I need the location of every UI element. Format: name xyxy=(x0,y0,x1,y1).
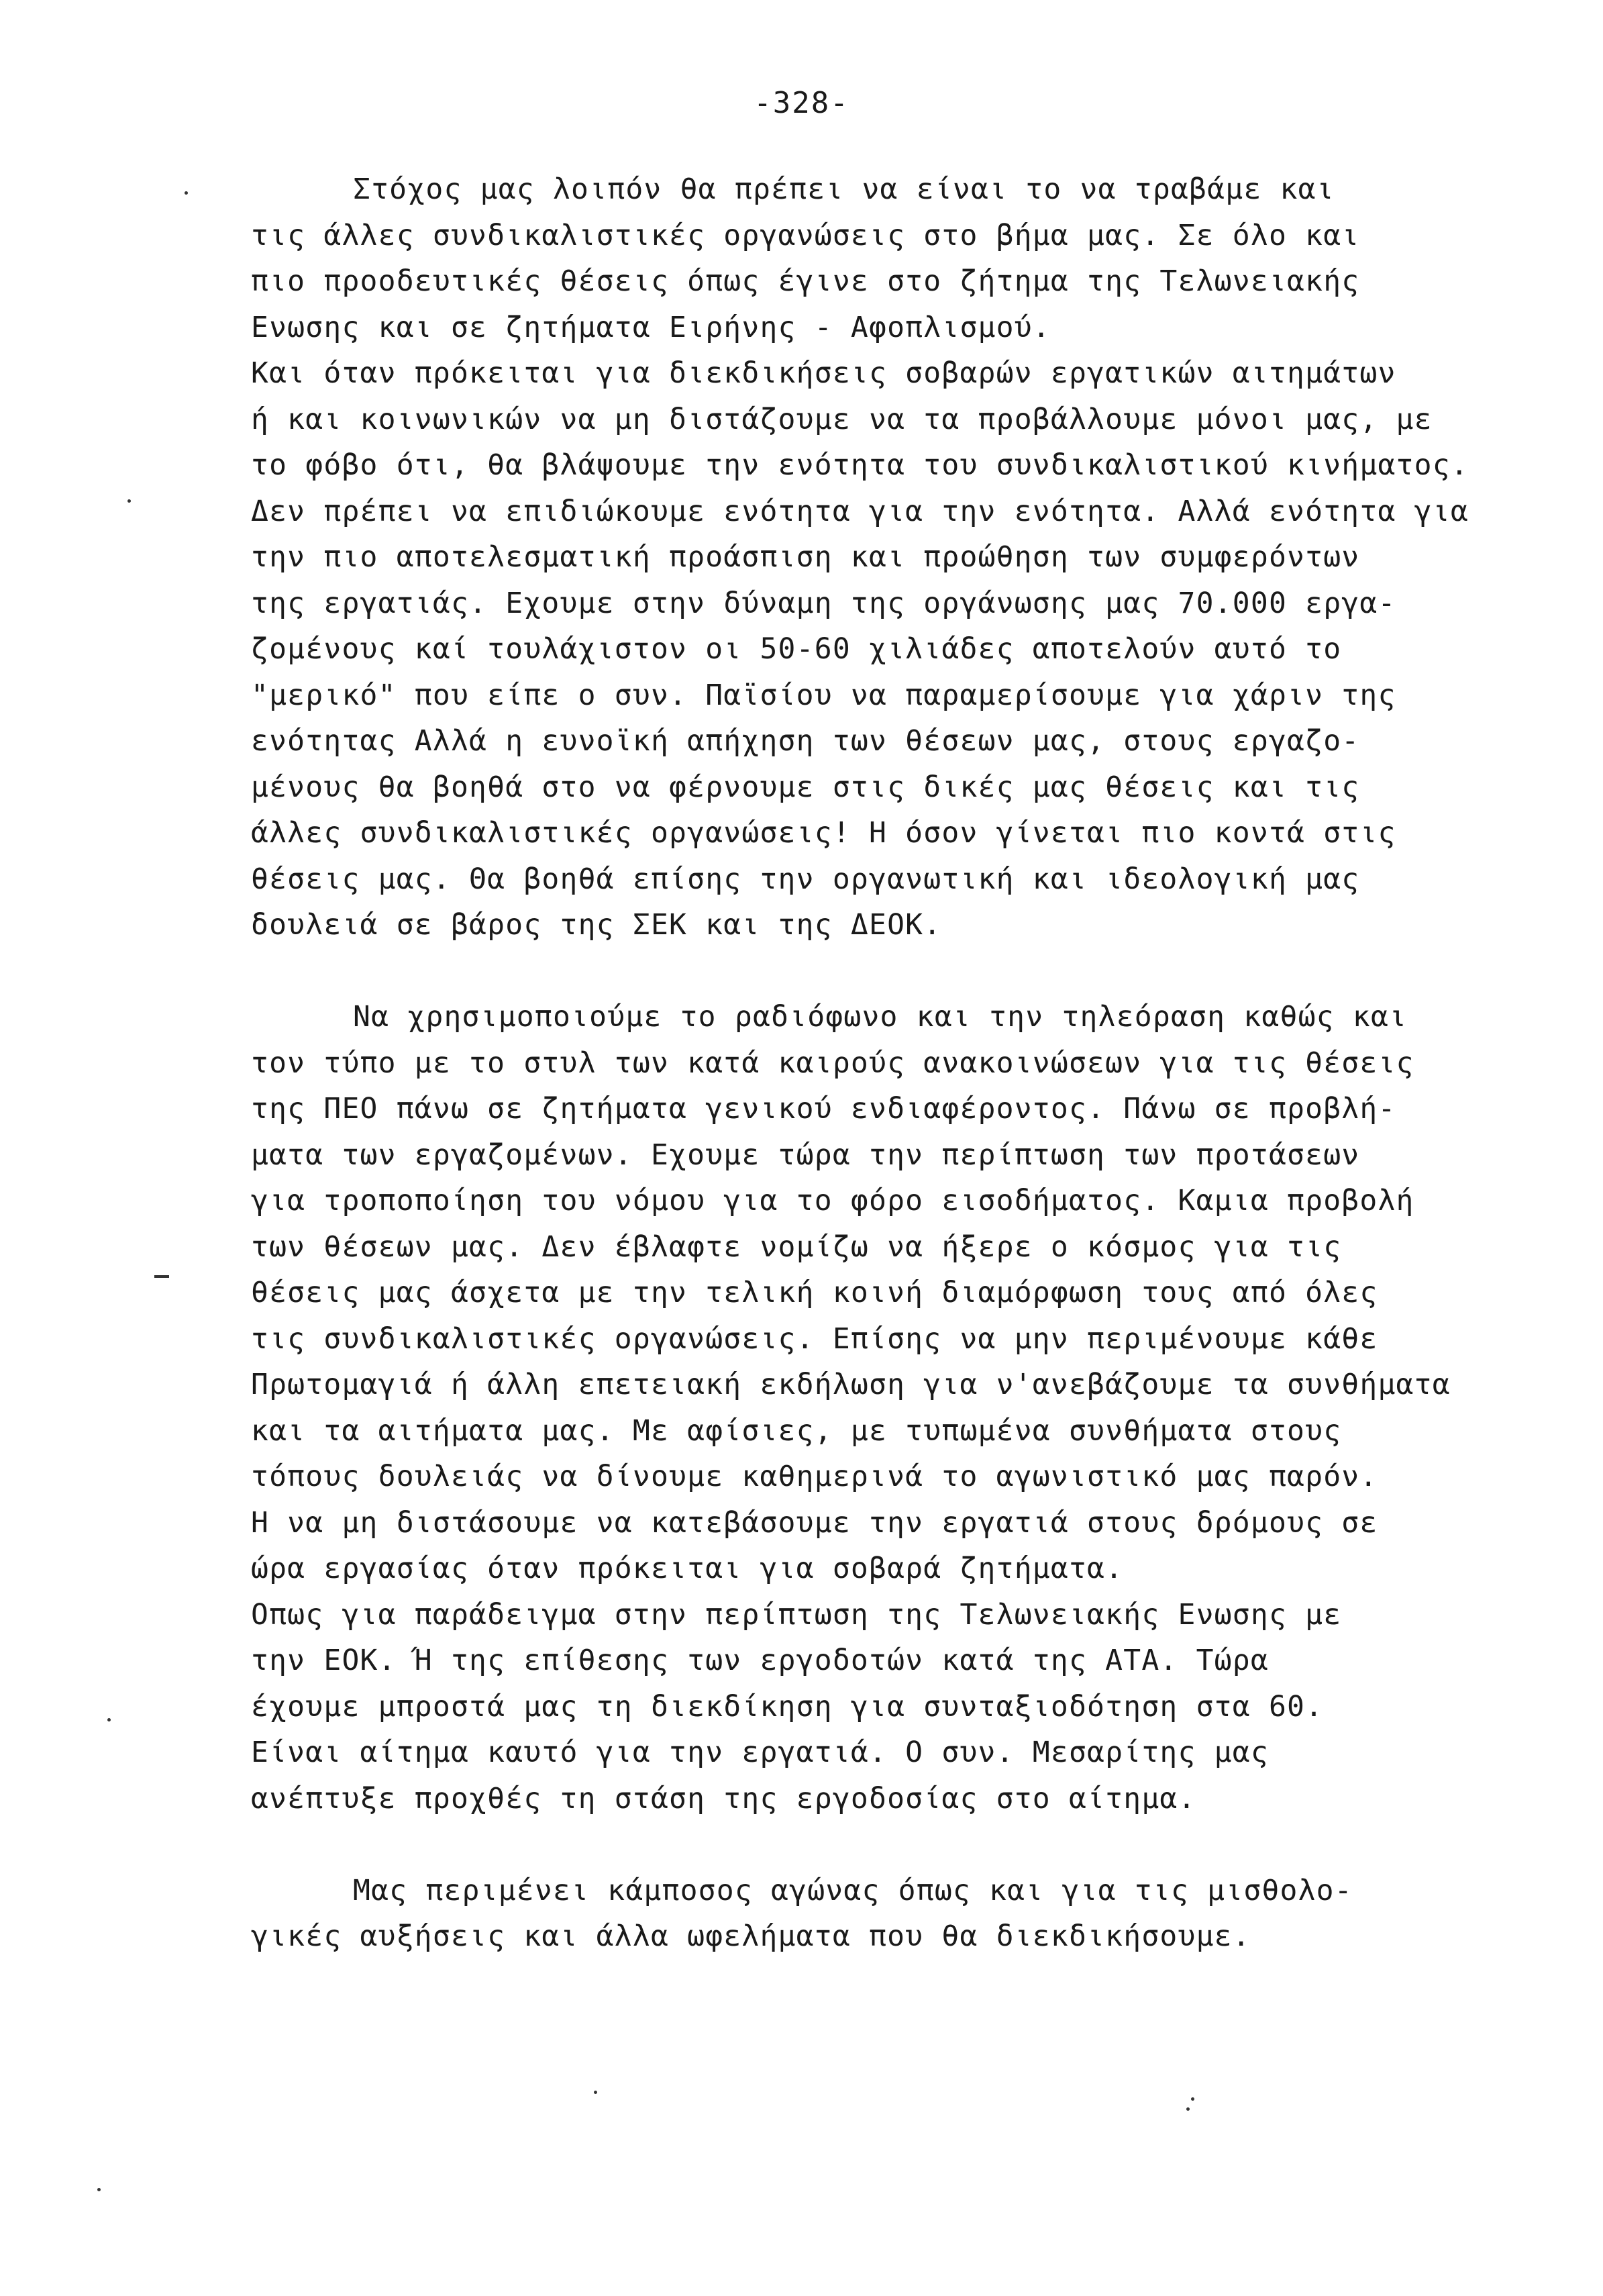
text-line: ματα των εργαζομένων. Εχουμε τώρα την περίπτωση των προτάσεων xyxy=(251,1138,1360,1172)
text-line: Ενωσης και σε ζητήματα Ειρήνης - Αφοπλισμού. xyxy=(251,310,1051,344)
text-line: τις άλλες συνδικαλιστικές οργανώσεις στο βήμα μας. Σε όλο και xyxy=(251,218,1360,252)
text-line: ζομένους καί τουλάχιστον οι 50-60 χιλιάδες αποτελούν αυτό το xyxy=(251,632,1342,666)
text-line: ή και κοινωνικών να μη διστάζουμε να τα προβάλλουμε μόνοι μας, με xyxy=(251,402,1433,436)
text-line: τον τύπο με το στυλ των κατά καιρούς ανακοινώσεων για τις θέσεις xyxy=(251,1046,1414,1080)
text-line: την πιο αποτελεσματική προάσπιση και προώθηση των συμφερόντων xyxy=(251,540,1360,574)
paragraph xyxy=(251,994,1600,1592)
paragraph xyxy=(251,1592,1600,1822)
scan-speck xyxy=(127,499,131,503)
text-line: ανέπτυξε προχθές τη στάση της εργοδοσίας στο αίτημα. xyxy=(251,1781,1196,1815)
scan-speck xyxy=(1191,2097,1194,2101)
body-text xyxy=(251,166,1600,1960)
text-line: και τα αιτήματα μας. Με αφίσιες, με τυπωμένα συνθήματα στους xyxy=(251,1413,1342,1448)
text-line: Μας περιμένει κάμποσος αγώνας όπως και για τις μισθολο- xyxy=(353,1873,1353,1907)
page-number: -328- xyxy=(754,86,849,120)
paragraph xyxy=(251,166,1600,350)
text-line: την ΕΟΚ. Ή της επίθεσης των εργοδοτών κατά της ΑΤΑ. Τώρα xyxy=(251,1644,1269,1677)
scan-speck xyxy=(107,1718,111,1721)
text-line: δουλειά σε βάρος της ΣΕΚ και της ΔΕΟΚ. xyxy=(251,908,942,942)
scan-speck xyxy=(1186,2107,1190,2111)
text-line: Πρωτομαγιά ή άλλη επετειακή εκδήλωση για ν'ανεβάζουμε τα συνθήματα xyxy=(251,1368,1451,1401)
paragraph-gap xyxy=(251,948,1600,995)
text-line: Να χρησιμοποιούμε το ραδιόφωνο και την τηλεόραση καθώς και xyxy=(353,1000,1408,1034)
scan-speck xyxy=(594,2091,597,2094)
paragraph-gap xyxy=(251,1821,1600,1868)
scan-speck xyxy=(185,191,188,195)
scan-speck xyxy=(97,2188,101,2191)
text-line: θέσεις μας άσχετα με την τελική κοινή διαμόρφωση τους από όλες xyxy=(251,1276,1378,1309)
paragraph xyxy=(251,350,1600,948)
text-line: γικές αυξήσεις και άλλα ωφελήματα που θα διεκδικήσουμε. xyxy=(251,1919,1251,1953)
text-line: Στόχος μας λοιπόν θα πρέπει να είναι το να τραβάμε και xyxy=(353,172,1335,206)
scan-dash xyxy=(154,1275,169,1278)
text-line: Και όταν πρόκειται για διεκδικήσεις σοβαρών εργατικών αιτημάτων xyxy=(251,356,1396,390)
text-line: το φόβο ότι, θα βλάψουμε την ενότητα του συνδικαλιστικού κινήματος. xyxy=(251,448,1469,482)
text-line: για τροποποίηση του νόμου για το φόρο εισοδήματος. Καμια προβολή xyxy=(251,1184,1414,1217)
text-line: Η να μη διστάσουμε να κατεβάσουμε την εργατιά στους δρόμους σε xyxy=(251,1505,1378,1540)
text-line: της εργατιάς. Εχουμε στην δύναμη της οργάνωσης μας 70.000 εργα- xyxy=(251,586,1396,620)
text-line: έχουμε μπροστά μας τη διεκδίκηση για συνταξιοδότηση στα 60. xyxy=(251,1689,1324,1724)
text-line: τόπους δουλειάς να δίνουμε καθημερινά το αγωνιστικό μας παρόν. xyxy=(251,1460,1378,1493)
text-line: της ΠΕΟ πάνω σε ζητήματα γενικού ενδιαφέροντος. Πάνω σε προβλή- xyxy=(251,1092,1396,1126)
text-line: ενότητας Αλλά η ευνοϊκή απήχηση των θέσεων μας, στους εργαζο- xyxy=(251,724,1360,758)
text-line: ώρα εργασίας όταν πρόκειται για σοβαρά ζητήματα. xyxy=(251,1552,1124,1585)
text-line: Δεν πρέπει να επιδιώκουμε ενότητα για την ενότητα. Αλλά ενότητα για xyxy=(251,494,1469,528)
text-line: Οπως για παράδειγμα στην περίπτωση της Τελωνειακής Ενωσης με xyxy=(251,1597,1342,1632)
text-line: άλλες συνδικαλιστικές οργανώσεις! Η όσον γίνεται πιο κοντά στις xyxy=(251,816,1396,850)
paragraph xyxy=(251,1868,1600,1960)
text-line: Είναι αίτημα καυτό για την εργατιά. Ο συν. Μεσαρίτης μας xyxy=(251,1736,1269,1769)
text-line: "μερικό" που είπε ο συν. Παϊσίου να παραμερίσουμε για χάριν της xyxy=(251,678,1396,712)
text-line: μένους θα βοηθά στο να φέρνουμε στις δικές μας θέσεις και τις xyxy=(251,770,1360,804)
text-line: των θέσεων μας. Δεν έβλαφτε νομίζω να ήξερε ο κόσμος για τις xyxy=(251,1230,1342,1264)
text-line: πιο προοδευτικές θέσεις όπως έγινε στο ζήτημα της Τελωνειακής xyxy=(251,264,1360,298)
text-line: θέσεις μας. Θα βοηθά επίσης την οργανωτική και ιδεολογική μας xyxy=(251,862,1360,896)
text-line: τις συνδικαλιστικές οργανώσεις. Επίσης να μην περιμένουμε κάθε xyxy=(251,1321,1378,1356)
